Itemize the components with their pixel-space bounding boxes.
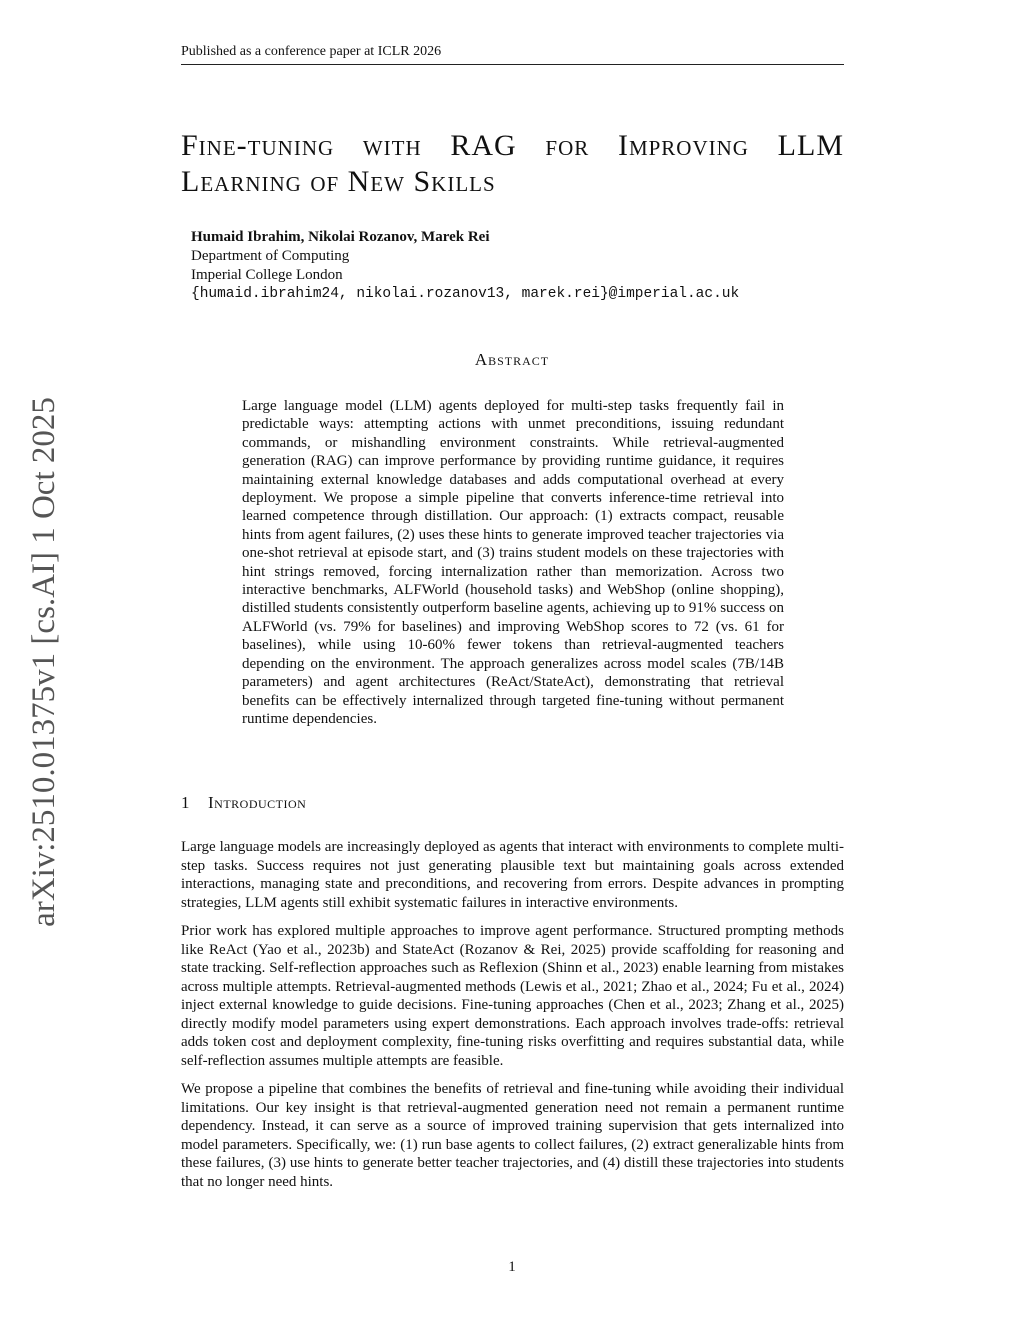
section-body (181, 838, 844, 1201)
body-paragraph: Large language models are increasingly deployed as agents that interact with environments to complete multi-step tasks. Success requires not just generating plausible text but maintaining goals across extended interactions, managing state and preconditions, and recovering from errors. Despite advances in prompting strategies, LLM agents still exhibit systematic failures in interactive environments. (181, 839, 844, 911)
author-department: Department of Computing (191, 248, 350, 264)
section-title: Introduction (208, 793, 307, 812)
abstract-text: Large language model (LLM) agents deployed for multi-step tasks frequently fail in predictable ways: attempting actions with unmet preconditions, issuing redundant commands, or mishandling environment constraints. While retrieval-augmented generation (RAG) can improve performance by providing runtime guidance, it requires maintaining external knowledge databases and adds computational overhead at every deployment. We propose a simple pipeline that converts inference-time retrieval into learned competence through distillation. Our approach: (1) extracts compact, reusable hints from agent failures, (2) uses these hints to generate improved teacher trajectories via one-shot retrieval at episode start, and (3) trains student models on these trajectories with hint strings removed, forcing internalization rather than memorization. Across two interactive benchmarks, ALFWorld (household tasks) and WebShop (online shopping), distilled students consistently outperform baseline agents, achieving up to 91% success on ALFWorld (vs. 79% for baselines) and improving WebShop scores to 72 (vs. 61 for baselines), while using 10-60% fewer tokens than retrieval-augmented teachers depending on the environment. The approach generalizes across model scales (7B/14B parameters) and agent architectures (ReAct/StateAct), demonstrating that retrieval benefits can be effectively internalized through targeted fine-tuning without permanent runtime dependencies. (242, 398, 784, 727)
running-header: Published as a conference paper at ICLR 2026 (181, 44, 844, 65)
author-block (191, 228, 739, 304)
section-heading (181, 793, 306, 813)
arxiv-identifier: arXiv:2510.01375v1 [cs.AI] 1 Oct 2025 (26, 397, 62, 927)
abstract-heading: Abstract (474, 350, 550, 369)
body-paragraph: Prior work has explored multiple approaches to improve agent performance. Structured prompting methods like ReAct (Yao et al., 2023b) and StateAct (Rozanov & Rei, 2025) provide scaffolding for reasoning and state tracking. Self-reflection approaches such as Reflexion (Shinn et al., 2023) enable learning from mistakes across multiple attempts. Retrieval-augmented methods (Lewis et al., 2021; Zhao et al., 2024; Fu et al., 2024) inject external knowledge to guide decisions. Fine-tuning approaches (Chen et al., 2023; Zhang et al., 2025) directly modify model parameters using expert demonstrations. Each approach involves trade-offs: retrieval adds token cost and deployment complexity, fine-tuning risks overfitting and requires substantial data, while self-reflection assumes multiple attempts are feasible. (181, 923, 844, 1069)
paper-title-line-1: Fine-tuning with RAG for Improving LLM (181, 129, 844, 162)
paper-title-line-2: Learning of New Skills (181, 165, 496, 198)
section-number: 1 (181, 793, 190, 812)
author-emails: {humaid.ibrahim24, nikolai.rozanov13, marek.rei}@imperial.ac.uk (191, 286, 740, 302)
author-names: Humaid Ibrahim, Nikolai Rozanov, Marek Rei (191, 229, 490, 245)
page-number: 1 (508, 1259, 516, 1275)
body-paragraph: We propose a pipeline that combines the benefits of retrieval and fine-tuning while avoiding their individual limitations. Our key insight is that retrieval-augmented generation need not remain a permanent runtime dependency. Instead, it can serve as a source of improved training supervision that gets internalized into model parameters. Specifically, we: (1) run base agents to collect failures, (2) extract generalizable hints from these failures, (3) use hints to generate better teacher trajectories, and (4) distill these trajectories into students that no longer need hints. (181, 1081, 844, 1190)
paper-title (181, 128, 844, 200)
author-institution: Imperial College London (191, 267, 343, 283)
